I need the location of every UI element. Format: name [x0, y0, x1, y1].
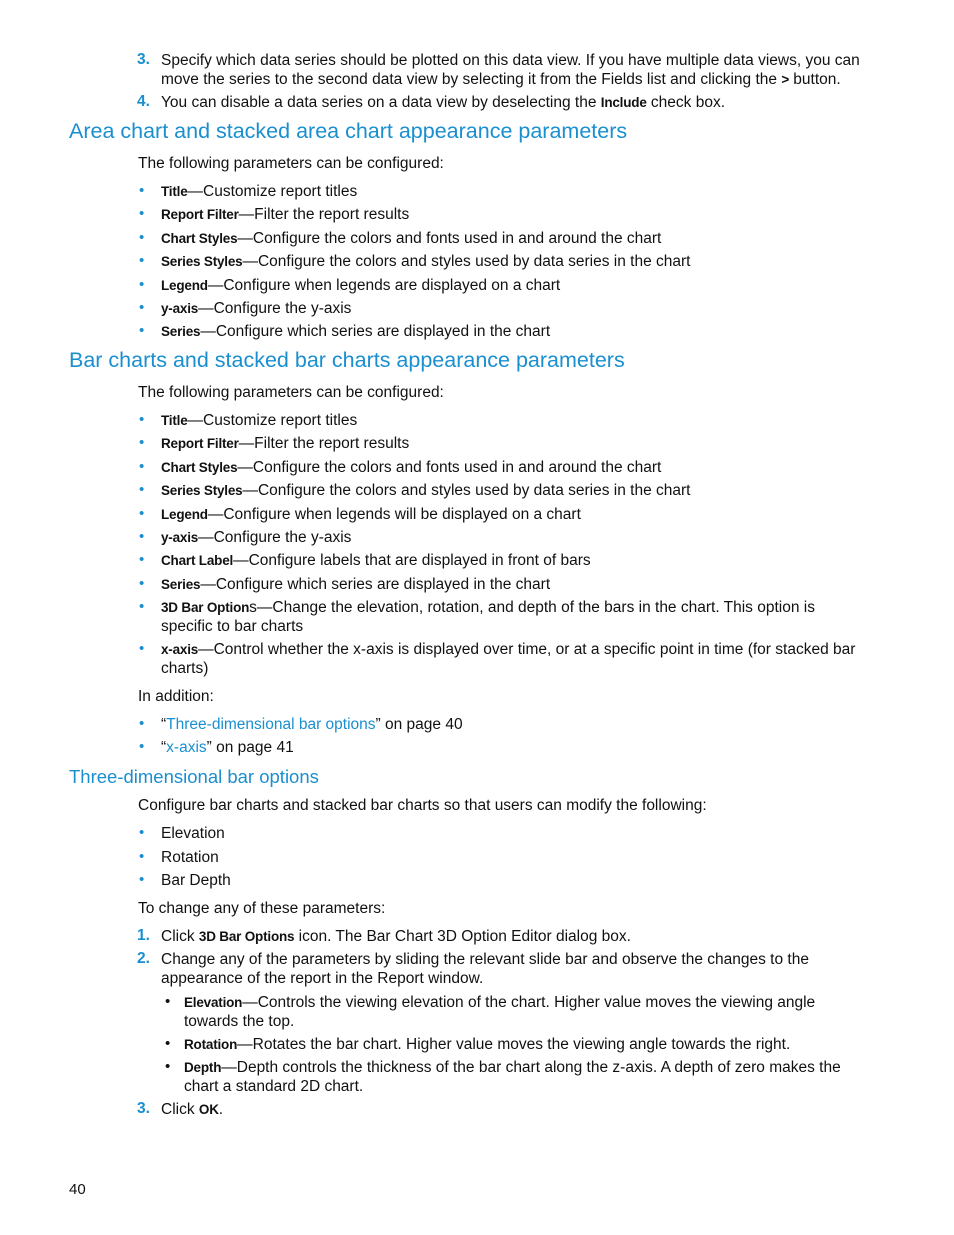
- item-keyword: 3D Bar Option: [161, 600, 250, 615]
- page-reference: ” on page 40: [375, 716, 463, 733]
- list-item: [161, 528, 351, 547]
- list-item-x-axis-cont: charts): [161, 660, 209, 677]
- item-text: —Configure the colors and fonts used in and around the chart: [237, 458, 662, 476]
- item-text: —Filter the report results: [238, 206, 410, 224]
- list-item: [161, 229, 661, 248]
- bar-section-heading: Bar charts and stacked bar charts appearance parameters: [69, 348, 625, 372]
- step-4-keyword: Include: [600, 95, 647, 110]
- item-text: s—Change the elevation, rotation, and depth of the bars in the chart. This option is: [249, 599, 815, 616]
- bullet-icon: •: [139, 528, 145, 545]
- three-d-section-heading: Three-dimensional bar options: [69, 766, 319, 787]
- bullet-icon: •: [165, 993, 171, 1010]
- step-3-tail: button.: [789, 71, 841, 88]
- item-text: —Configure when legends are displayed on a chart: [207, 276, 561, 294]
- bullet-icon: •: [139, 434, 145, 452]
- bullet-icon: •: [139, 481, 145, 499]
- x-axis-link[interactable]: x-axis: [166, 739, 207, 756]
- item-text: —Depth controls the thickness of the bar chart along the z-axis. A depth of zero makes the: [221, 1059, 841, 1076]
- item-text: —Configure the colors and styles used by data series in the chart: [242, 253, 691, 271]
- three-dimensional-bar-options-link[interactable]: Three-dimensional bar options: [166, 716, 376, 733]
- bullet-icon: •: [139, 551, 145, 569]
- bullet-icon: •: [139, 322, 145, 340]
- bullet-icon: •: [139, 738, 145, 755]
- bullet-icon: •: [139, 275, 145, 293]
- item-keyword: Chart Label: [161, 553, 234, 569]
- step-keyword: 3D Bar Options: [198, 929, 295, 944]
- item-keyword: Elevation: [184, 995, 243, 1010]
- item-text: —Configure the y-axis: [198, 529, 352, 546]
- item-keyword: Rotation: [184, 1037, 238, 1052]
- step-3-keyword: >: [781, 72, 789, 87]
- procedure-step-1: [161, 927, 631, 946]
- area-section-intro: The following parameters can be configured:: [138, 155, 444, 172]
- item-text: —Configure which series are displayed in the chart: [200, 575, 551, 593]
- step-text: Click: [161, 928, 199, 945]
- item-keyword: Chart Styles: [161, 230, 238, 246]
- item-keyword: Report Filter: [161, 207, 239, 223]
- procedure-step-2-line-2: appearance of the report in the Report window.: [161, 970, 484, 987]
- list-item: [161, 299, 351, 318]
- step-3-text: move the series to the second data view by selecting it from the Fields list and clicking the: [161, 71, 782, 88]
- quote-open: “: [161, 739, 167, 756]
- step-3-line-2: [161, 70, 841, 89]
- page-number: 40: [69, 1181, 86, 1198]
- in-addition-label: In addition:: [138, 688, 214, 705]
- list-item: [184, 1058, 841, 1077]
- bullet-icon: •: [139, 640, 145, 657]
- item-keyword: Legend: [161, 506, 208, 522]
- step-tail: .: [218, 1101, 224, 1118]
- item-text: —Configure the colors and fonts used in and around the chart: [237, 229, 662, 247]
- bullet-icon: •: [165, 1058, 171, 1075]
- list-item: [184, 993, 815, 1012]
- bullet-icon: •: [139, 715, 145, 732]
- list-item: [161, 551, 591, 570]
- item-keyword: y-axis: [161, 530, 199, 545]
- bullet-icon: •: [139, 504, 145, 522]
- list-item: [161, 252, 691, 271]
- list-item: Elevation: [161, 825, 225, 842]
- to-change-label: To change any of these parameters:: [138, 900, 386, 917]
- cross-reference-2: [161, 738, 294, 757]
- list-item-cont: towards the top.: [184, 1013, 295, 1030]
- item-keyword: Title: [161, 184, 188, 199]
- item-text: —Configure labels that are displayed in front of bars: [233, 552, 591, 570]
- list-item: Rotation: [161, 848, 219, 866]
- list-item: [161, 205, 409, 224]
- list-item-x-axis: [161, 640, 855, 659]
- step-3-line-1: Specify which data series should be plotted on this data view. If you have multiple data views, you can: [161, 52, 860, 69]
- step-number: 4.: [137, 93, 150, 110]
- bullet-icon: •: [139, 871, 145, 888]
- step-number: 3.: [137, 51, 150, 68]
- list-item: [161, 434, 409, 453]
- item-keyword: Series Styles: [161, 254, 243, 270]
- bullet-icon: •: [139, 205, 145, 223]
- list-item-3d-bar-options-cont: specific to bar charts: [161, 618, 304, 635]
- item-keyword: Report Filter: [161, 436, 239, 452]
- step-number: 1.: [137, 927, 150, 944]
- item-keyword: Series Styles: [161, 483, 243, 499]
- item-keyword: Title: [161, 413, 188, 428]
- bullet-icon: •: [139, 847, 145, 865]
- item-text: —Control whether the x-axis is displayed over time, or at a specific point in time (for stacked bar: [198, 641, 856, 658]
- list-item-3d-bar-options: [161, 598, 815, 617]
- step-4: [161, 93, 725, 112]
- list-item: [161, 182, 357, 201]
- item-text: —Filter the report results: [238, 435, 410, 453]
- cross-reference-1: [161, 715, 463, 734]
- step-keyword: OK: [198, 1102, 219, 1117]
- item-keyword: Chart Styles: [161, 459, 238, 475]
- list-item: [161, 276, 560, 295]
- step-4-text: You can disable a data series on a data view by deselecting the: [161, 94, 601, 111]
- item-text: —Configure which series are displayed in the chart: [200, 323, 551, 341]
- item-text: —Configure the colors and styles used by data series in the chart: [242, 482, 691, 500]
- procedure-step-2-line-1: Change any of the parameters by sliding the relevant slide bar and observe the changes to the: [161, 951, 809, 968]
- item-keyword: y-axis: [161, 301, 199, 316]
- item-keyword: Depth: [184, 1060, 222, 1075]
- item-keyword: x-axis: [161, 642, 199, 657]
- step-4-tail: check box.: [646, 94, 726, 111]
- list-item: [161, 481, 691, 500]
- step-tail: icon. The Bar Chart 3D Option Editor dialog box.: [294, 928, 631, 945]
- bullet-icon: •: [139, 182, 145, 199]
- list-item-cont: chart a standard 2D chart.: [184, 1078, 364, 1095]
- item-text: —Customize report titles: [187, 183, 358, 200]
- item-keyword: Series: [161, 576, 201, 592]
- bullet-icon: •: [165, 1035, 171, 1052]
- item-text: —Controls the viewing elevation of the chart. Higher value moves the viewing angle: [242, 994, 816, 1011]
- list-item: [184, 1035, 790, 1054]
- list-item: Bar Depth: [161, 872, 231, 889]
- step-text: Click: [161, 1101, 199, 1118]
- procedure-step-3: [161, 1100, 223, 1119]
- quote-open: “: [161, 716, 167, 733]
- bullet-icon: •: [139, 228, 145, 246]
- bullet-icon: •: [139, 574, 145, 592]
- bullet-icon: •: [139, 299, 145, 316]
- bullet-icon: •: [139, 411, 145, 428]
- page-reference: ” on page 41: [206, 739, 294, 756]
- item-text: —Customize report titles: [187, 412, 358, 429]
- item-text: —Configure when legends will be displayed on a chart: [207, 505, 581, 523]
- list-item: [161, 458, 661, 477]
- item-keyword: Legend: [161, 277, 208, 293]
- item-text: —Rotates the bar chart. Higher value moves the viewing angle towards the right.: [237, 1036, 791, 1053]
- bullet-icon: •: [139, 598, 145, 615]
- list-item: [161, 411, 357, 430]
- three-d-section-intro: Configure bar charts and stacked bar charts so that users can modify the following:: [138, 797, 707, 814]
- item-text: —Configure the y-axis: [198, 300, 352, 317]
- step-number: 2.: [137, 950, 150, 967]
- item-keyword: Series: [161, 324, 201, 340]
- step-number: 3.: [137, 1100, 150, 1117]
- bar-section-intro: The following parameters can be configured:: [138, 384, 444, 401]
- bullet-icon: •: [139, 252, 145, 270]
- area-section-heading: Area chart and stacked area chart appearance parameters: [69, 119, 628, 143]
- list-item: [161, 322, 550, 341]
- bullet-icon: •: [139, 824, 145, 841]
- list-item: [161, 575, 550, 594]
- bullet-icon: •: [139, 457, 145, 475]
- list-item: [161, 505, 581, 524]
